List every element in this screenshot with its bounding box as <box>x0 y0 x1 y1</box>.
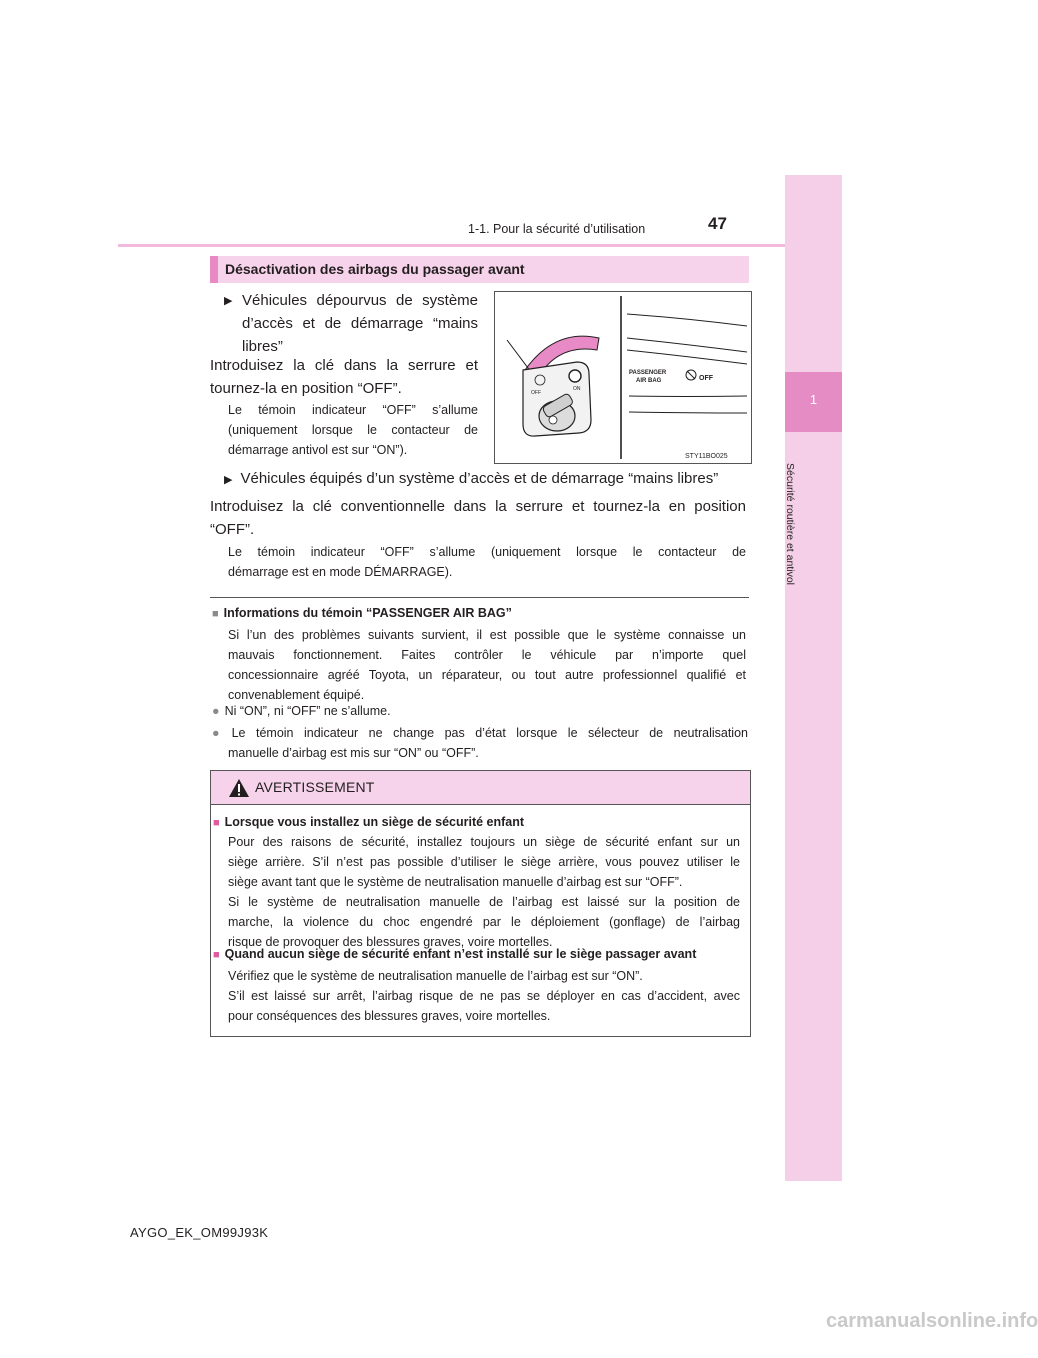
section-heading-text: Désactivation des airbags du passager avant <box>225 261 525 277</box>
item2-instruction-line1: Introduisez la clé conventionnelle dans la serrure et tournez-la en position <box>210 498 746 515</box>
chapter-label <box>770 434 810 614</box>
circle-bullet-icon: ● <box>212 726 227 740</box>
warning-sub1-title <box>213 812 524 833</box>
warning-sub1-line4: Si le système de neutralisation manuelle de l’airbag est laissé sur la position de <box>228 895 740 909</box>
item1-note <box>228 400 478 460</box>
info-body-line3: concessionnaire agréé Toyota, un réparateur, ou tout autre professionnel qualifié et <box>228 668 746 682</box>
info-bullet1 <box>212 701 391 721</box>
info-title <box>212 603 512 624</box>
warning-sub1-line2: siège arrière. S’il n’est pas possible d’utiliser le siège arrière, vous pouvez utiliser le <box>228 855 740 869</box>
item1-instruction-line1: Introduisez la clé dans la serrure et <box>210 357 478 374</box>
item1-title-line2: d’accès et de démarrage “mains <box>242 315 478 332</box>
chapter-label-text: Sécurité routière et antivol <box>784 463 796 585</box>
warning-header <box>211 771 750 805</box>
indicator-off-label: OFF <box>699 375 713 382</box>
chapter-sidebar <box>785 175 842 1181</box>
square-bullet-icon: ■ <box>213 949 220 961</box>
item2-note-line1: Le témoin indicateur “OFF” s’allume (uniquement lorsque le contacteur de <box>228 545 746 559</box>
warning-sub1-line5: marche, la violence du choc engendré par le déploiement (gonflage) de l’airbag <box>228 915 740 929</box>
indicator-airbag-label: AIR BAG <box>636 378 662 384</box>
info-bullet2-line1: Le témoin indicateur ne change pas d’état lorsque le sélecteur de neutralisation <box>231 726 748 740</box>
info-bullet2-line2: manuelle d’airbag est mis sur “ON” ou “OFF”. <box>228 746 479 760</box>
footer-code: AYGO_EK_OM99J93K <box>130 1225 269 1240</box>
item1-note-line2: (uniquement lorsque le contacteur de <box>228 423 478 437</box>
item1-title-line3: libres” <box>242 338 283 355</box>
airbag-off-indicator-icon <box>686 370 696 380</box>
item1-instruction-line2: tournez-la en position “OFF”. <box>210 380 402 397</box>
item2-note <box>228 542 746 582</box>
switch-on-icon <box>569 370 581 382</box>
section-title: 1-1. Pour la sécurité d’utilisation <box>468 222 646 236</box>
header-rule <box>118 244 785 247</box>
item2-title <box>224 467 750 492</box>
warning-sub2-body <box>228 966 740 1026</box>
heading-stripe <box>210 256 218 283</box>
warning-sub1-line3: siège avant tant que le système de neutralisation manuelle d’airbag est sur “OFF”. <box>228 875 683 889</box>
square-bullet-icon: ■ <box>212 608 219 620</box>
info-bullet1-text: Ni “ON”, ni “OFF” ne s’allume. <box>224 704 391 718</box>
item1-title-line1: Véhicules dépourvus de système <box>242 292 478 309</box>
item1-instruction <box>210 354 478 400</box>
warning-sub2-line2: S’il est laissé sur arrêt, l’airbag risque de ne pas se déployer en cas d’accident, avec <box>228 989 740 1003</box>
item2-note-line2: démarrage est en mode DÉMARRAGE). <box>228 565 453 579</box>
warning-sub1-body <box>228 832 740 952</box>
item1-title-row1 <box>224 289 478 312</box>
page-number: 47 <box>708 214 727 233</box>
switch-off-label: OFF <box>531 390 541 396</box>
warning-sub1-line6: risque de provoquer des blessures graves, voire mortelles. <box>228 935 553 949</box>
warning-sub1-title-text: Lorsque vous installez un siège de sécurité enfant <box>224 815 525 829</box>
triangle-bullet-icon: ▶ <box>224 295 233 307</box>
warning-sub2-title <box>213 944 696 965</box>
info-body-line1: Si l’un des problèmes suivants survient, il est possible que le système connaisse un <box>228 628 746 642</box>
circle-bullet-icon: ● <box>212 704 220 718</box>
watermark: carmanualsonline.info <box>826 1310 1038 1332</box>
warning-sub1-line1: Pour des raisons de sécurité, installez toujours un siège de sécurité enfant sur un <box>228 835 740 849</box>
item2-instruction <box>210 495 746 541</box>
info-body-line4: convenablement équipé. <box>228 688 365 702</box>
item1-note-line1: Le témoin indicateur “OFF” s’allume <box>228 403 478 417</box>
key-switch-illustration <box>495 292 751 463</box>
section-divider <box>210 597 749 598</box>
section-heading <box>210 256 749 283</box>
triangle-bullet-icon: ▶ <box>224 474 233 486</box>
item1-title <box>224 289 478 358</box>
indicator-passenger-label: PASSENGER <box>629 370 667 376</box>
square-bullet-icon: ■ <box>213 817 220 829</box>
info-bullet2 <box>212 723 748 763</box>
info-body <box>228 625 746 705</box>
warning-label: AVERTISSEMENT <box>255 779 375 795</box>
info-bullet2-row1 <box>212 723 748 743</box>
figure-code: STY11BO025 <box>685 453 728 460</box>
warning-sub2-line3: pour conséquences des blessures graves, voire mortelles. <box>228 1009 551 1023</box>
info-body-line2: mauvais fonctionnement. Faites contrôler le véhicule par n’importe quel <box>228 648 746 662</box>
key-switch-figure <box>494 291 752 464</box>
chapter-number: 1 <box>809 392 818 407</box>
switch-on-label: ON <box>573 386 581 392</box>
item1-note-line3: démarrage antivol est sur “ON”). <box>228 443 408 457</box>
info-title-text: Informations du témoin “PASSENGER AIR BAG” <box>223 606 512 620</box>
warning-sub2-title-text: Quand aucun siège de sécurité enfant n’est installé sur le siège passager avant <box>224 947 697 961</box>
warning-triangle-icon <box>228 778 250 798</box>
item2-title-text: Véhicules équipés d’un système d’accès et de démarrage “mains libres” <box>240 470 719 487</box>
warning-sub2-line1: Vérifiez que le système de neutralisation manuelle de l’airbag est sur “ON”. <box>228 969 643 983</box>
item2-instruction-line2: “OFF”. <box>210 521 255 538</box>
